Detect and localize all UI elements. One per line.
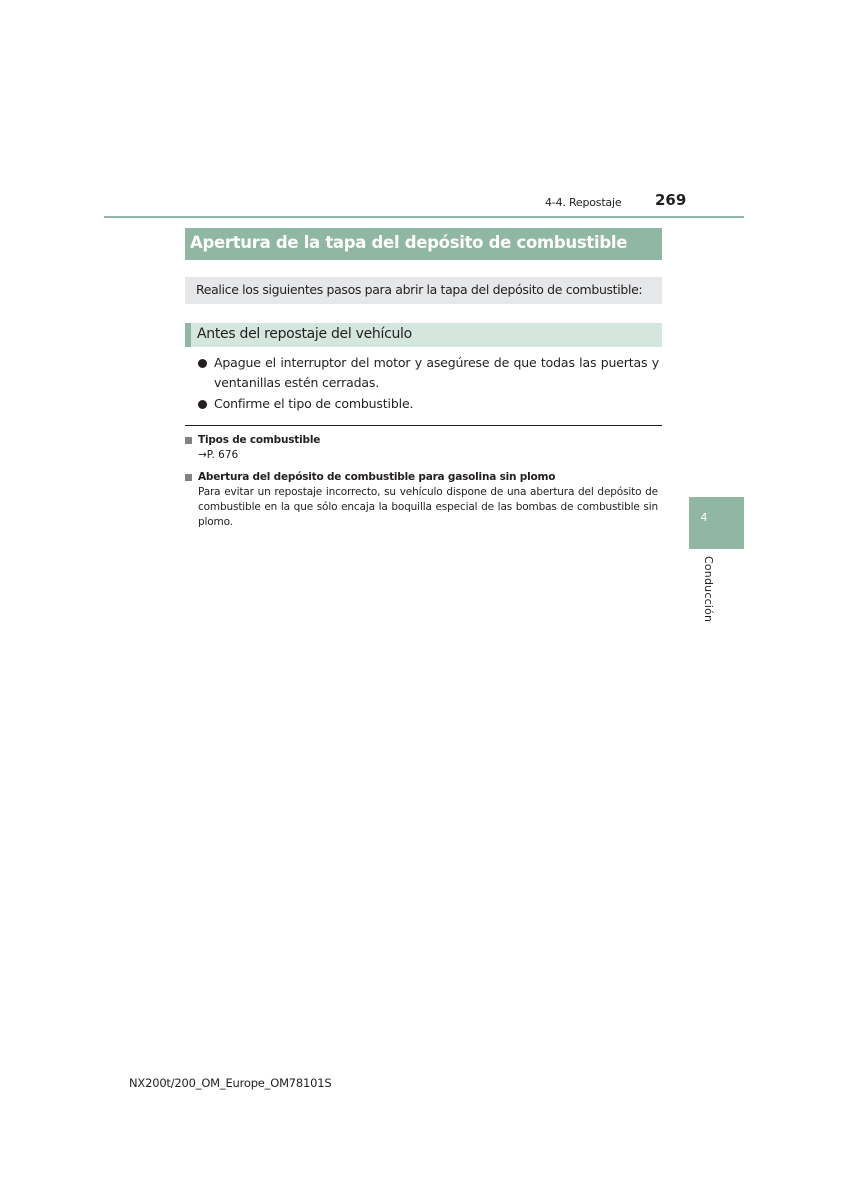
note-heading — [185, 470, 658, 485]
footer-code: NX200t/200_OM_Europe_OM78101S — [129, 1076, 332, 1090]
chapter-label: Conducción — [702, 556, 715, 623]
divider — [185, 425, 662, 426]
note-heading-text: Abertura del depósito de combustible para gasolina sin plomo — [198, 471, 556, 483]
note-fuel-types — [185, 433, 658, 463]
bullet-icon — [198, 359, 207, 368]
bullet-text: Apague el interruptor del motor y asegúrese de que todas las puertas y ventanillas estén cerradas. — [214, 355, 659, 390]
chapter-number: 4 — [700, 511, 708, 524]
bullet-list — [198, 353, 659, 416]
square-bullet-icon — [185, 474, 192, 481]
page-number: 269 — [655, 191, 687, 209]
list-item — [198, 394, 659, 414]
subsection-title: Antes del repostaje del vehículo — [197, 326, 412, 342]
section-title-banner — [185, 228, 662, 260]
note-body: Para evitar un repostaje incorrecto, su vehículo dispone de una abertura del depósito de combustible en la que sólo encaja la boquilla especial de las bombas de combustible sin plomo. — [198, 486, 658, 528]
chapter-tab — [689, 497, 744, 549]
page-reference-link[interactable]: →P. 676 — [198, 449, 239, 461]
section-label: 4-4. Repostaje — [545, 196, 622, 209]
square-bullet-icon — [185, 437, 192, 444]
note-fuel-opening — [185, 470, 658, 530]
intro-box — [185, 277, 662, 304]
intro-text: Realice los siguientes pasos para abrir la tapa del depósito de combustible: — [196, 282, 643, 297]
list-item — [198, 353, 659, 392]
section-title: Apertura de la tapa del depósito de combustible — [190, 233, 628, 252]
note-heading-text: Tipos de combustible — [198, 434, 321, 446]
bullet-text: Confirme el tipo de combustible. — [214, 396, 414, 411]
header-rule — [104, 216, 744, 218]
note-heading — [185, 433, 658, 448]
subsection-banner — [185, 323, 662, 347]
bullet-icon — [198, 400, 207, 409]
